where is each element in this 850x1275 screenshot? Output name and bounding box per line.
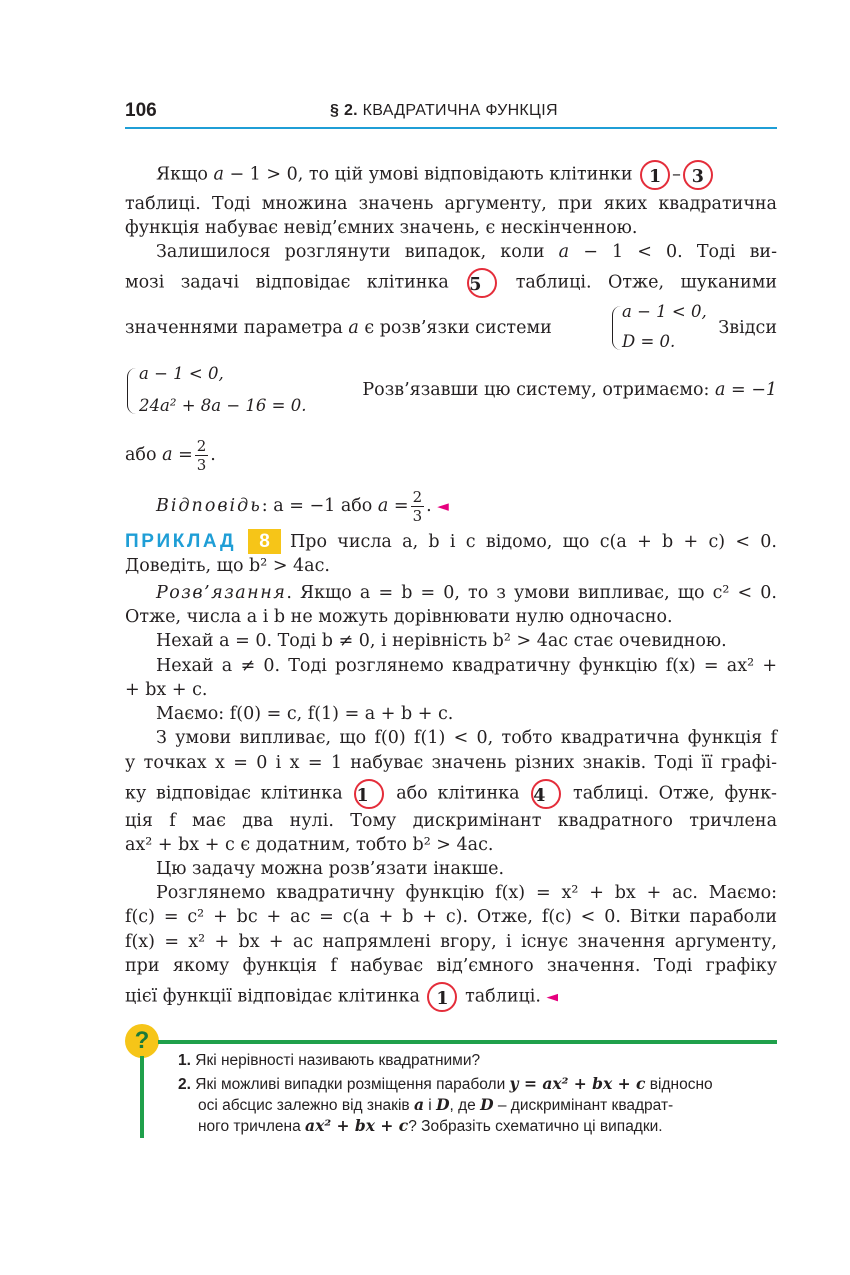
system-brace xyxy=(127,368,136,414)
text-line: f(c) = c² + bc + ac = c(a + b + c). Отже, f(c) < 0. Вітки параболи xyxy=(125,907,777,927)
text: − 1 > 0, то цій умові відповідають клітинки xyxy=(223,164,633,185)
question-2-line xyxy=(198,1115,663,1137)
cell-marker: 1 xyxy=(640,160,670,190)
text: Залишилося розглянути випадок, коли xyxy=(156,242,559,262)
text-line xyxy=(125,316,605,340)
math: D xyxy=(436,1095,450,1114)
question-text: відносно xyxy=(645,1076,713,1093)
end-marker-icon: ◄ xyxy=(546,987,559,1006)
question-text: ? Зобразіть схематично ці випадки. xyxy=(408,1118,663,1135)
text-line xyxy=(125,581,777,605)
cell-marker: 3 xyxy=(683,160,713,190)
text: таблиці. Отже, функ- xyxy=(573,783,777,804)
numerator: 2 xyxy=(412,488,423,506)
text: − 1 < 0. Тоді ви- xyxy=(569,242,777,262)
header-rule xyxy=(125,127,777,129)
section-title: КВАДРАТИЧНА ФУНКЦІЯ xyxy=(362,102,558,119)
text-line: ax² + bx + c є додатним, тобто b² > 4ac. xyxy=(125,835,494,855)
math: a xyxy=(413,1095,424,1114)
question-2-line xyxy=(198,1094,673,1116)
text-line: Маємо: f(0) = c, f(1) = a + b + c. xyxy=(156,704,454,724)
question-bar-vertical xyxy=(140,1056,144,1138)
text: або xyxy=(125,445,163,465)
question-text: Які нерівності називають квадратними? xyxy=(195,1052,481,1069)
text: таблиці. Отже, шуканими xyxy=(515,272,777,293)
question-text: ного тричлена xyxy=(198,1118,306,1135)
system-equation: 24a² + 8a − 16 = 0. xyxy=(139,396,307,415)
page-number: 106 xyxy=(125,100,157,121)
text: . xyxy=(210,445,216,465)
text: таблиці. xyxy=(465,986,541,1007)
answer-label: Відповідь xyxy=(156,496,262,516)
var-a: a xyxy=(348,318,359,338)
text-line: Про числа a, b і c відомо, що c(a + b + c) < 0. xyxy=(290,532,777,552)
var-a: a xyxy=(558,242,570,262)
question-number: 2. xyxy=(178,1076,191,1093)
math: D xyxy=(480,1095,494,1114)
text-line xyxy=(125,779,777,806)
dash: – xyxy=(672,164,681,185)
question-text: Які можливі випадки розміщення параболи xyxy=(195,1076,510,1093)
text-line: З умови випливає, що f(0) f(1) < 0, тобто квадратична функція f xyxy=(156,728,777,748)
text-line: Розглянемо квадратичну функцію f(x) = x² + bx + ac. Маємо: xyxy=(156,883,777,903)
text: Якщо xyxy=(156,164,214,185)
text: мозі задачі відповідає клітинка xyxy=(125,272,449,293)
text: Звідси xyxy=(718,318,777,338)
denominator: 3 xyxy=(412,507,423,525)
fraction xyxy=(195,437,209,474)
text-line: + bx + c. xyxy=(125,680,208,700)
solution-label: Розв’язання xyxy=(156,583,287,603)
text-line: Цю задачу можна розв’язати інакше. xyxy=(156,859,505,879)
fraction xyxy=(411,488,425,525)
question-text: – дискримінант квадрат- xyxy=(493,1097,674,1114)
question-text: , де xyxy=(449,1097,481,1114)
text-line: ція f має два нулі. Тому дискримінант квадратного тричлена xyxy=(125,811,777,831)
text: . xyxy=(426,496,432,516)
system-equation: a − 1 < 0, xyxy=(622,302,707,321)
text-line: f(x) = x² + bx + ac напрямлені вгору, і існує значення аргументу, xyxy=(125,932,777,952)
question-text: осі абсцис залежно від знаків xyxy=(198,1097,414,1114)
cell-marker: 4 xyxy=(531,779,561,809)
system-equation: a − 1 < 0, xyxy=(139,364,224,383)
text: . Якщо a = b = 0, то з умови випливає, що c² < 0. xyxy=(286,583,777,603)
text: цієї функції відповідає клітинка xyxy=(125,986,420,1007)
math: a = xyxy=(377,496,409,516)
question-number: 1. xyxy=(178,1052,191,1069)
text-line: Отже, числа a і b не можуть дорівнювати нулю одночасно. xyxy=(125,607,673,627)
question-bar-horizontal xyxy=(158,1040,777,1044)
example-number: 8 xyxy=(248,529,281,554)
answer-line xyxy=(125,488,777,525)
text-line xyxy=(316,378,777,402)
math: ax² + bx + c xyxy=(305,1116,409,1135)
text-line xyxy=(125,437,777,474)
example-label: ПРИКЛАД xyxy=(125,531,237,552)
cell-marker: 1 xyxy=(427,982,457,1012)
numerator: 2 xyxy=(196,437,207,455)
text-line: функція набуває невід’ємних значень, є нескінченною. xyxy=(125,218,638,238)
text-line: таблиці. Тоді множина значень аргументу, при яких квадратична xyxy=(125,194,777,214)
system-brace xyxy=(612,306,621,350)
math: y = ax² + bx + c xyxy=(509,1074,646,1093)
math: a = xyxy=(162,445,193,465)
cell-marker: 5 xyxy=(467,268,497,298)
text-line xyxy=(125,268,777,295)
text-line: при якому функція f набуває від’ємного значення. Тоді графіку xyxy=(125,956,777,976)
text: значеннями параметра xyxy=(125,318,349,338)
question-text: і xyxy=(424,1097,437,1114)
text-line xyxy=(125,240,777,264)
running-header xyxy=(330,102,558,120)
system-equation: D = 0. xyxy=(622,332,676,351)
question-2 xyxy=(178,1073,713,1095)
text: ку відповідає клітинка xyxy=(125,783,343,804)
section-number: § 2. xyxy=(330,102,358,119)
text-line: Нехай a ≠ 0. Тоді розглянемо квадратичну функцію f(x) = ax² + xyxy=(156,656,777,676)
cell-marker: 1 xyxy=(354,779,384,809)
end-marker-icon: ◄ xyxy=(437,497,449,515)
question-icon: ? xyxy=(125,1024,159,1058)
var-a: a xyxy=(213,164,224,185)
text-line: Доведіть, що b² > 4ac. xyxy=(125,556,330,576)
text: або клітинка xyxy=(396,783,520,804)
text: a = −1 або xyxy=(273,496,378,516)
text-line xyxy=(125,982,777,1009)
text: є розв’язки системи xyxy=(358,318,552,338)
question-1 xyxy=(178,1050,480,1071)
math: a = −1 xyxy=(714,380,777,400)
text-line xyxy=(125,160,777,187)
text: Розв’язавши цю систему, отримаємо: xyxy=(362,380,715,400)
denominator: 3 xyxy=(196,456,207,474)
text: : xyxy=(261,496,274,516)
text-line: у точках x = 0 і x = 1 набуває значень різних знаків. Тоді її графі- xyxy=(125,753,777,773)
text-line: Нехай a = 0. Тоді b ≠ 0, і нерівність b² > 4ac стає очевидною. xyxy=(156,631,727,651)
